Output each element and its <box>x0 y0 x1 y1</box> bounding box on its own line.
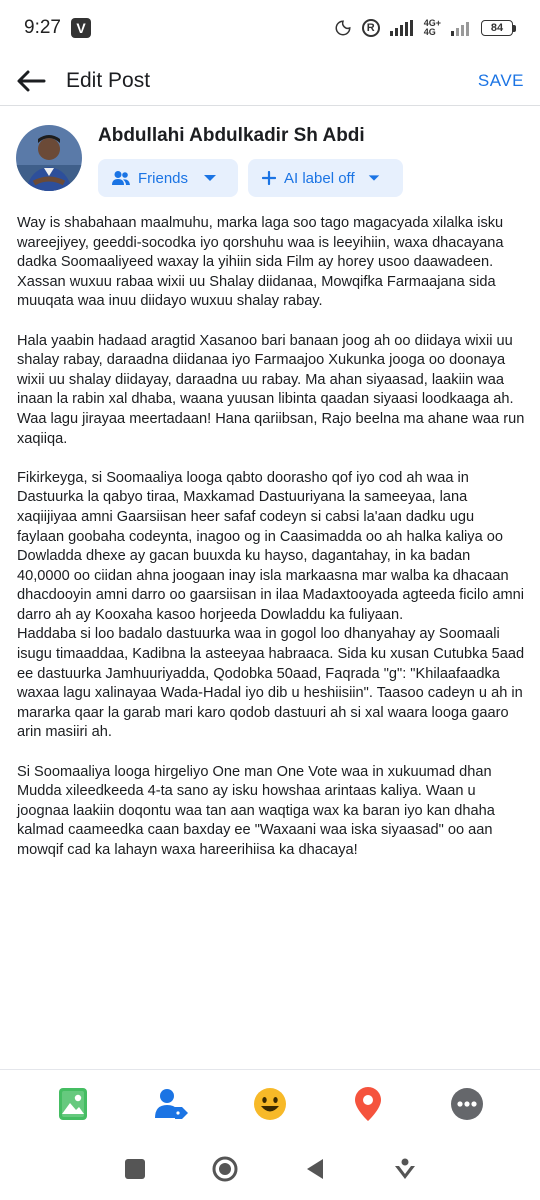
registered-icon: R <box>362 19 380 37</box>
recents-button[interactable] <box>120 1154 150 1184</box>
back-nav-button[interactable] <box>300 1154 330 1184</box>
profile-photo-icon <box>16 125 82 191</box>
page-title: Edit Post <box>66 68 151 92</box>
status-icons <box>334 19 516 37</box>
home-circle-icon <box>212 1156 238 1182</box>
signal-secondary-icon <box>451 20 471 36</box>
ai-label-text: AI label off <box>284 169 355 187</box>
plus-icon <box>262 171 276 185</box>
back-button[interactable] <box>16 63 52 99</box>
app-notification-icon: V <box>71 18 91 38</box>
post-options-toolbar <box>0 1069 540 1137</box>
assistant-icon <box>393 1157 417 1181</box>
author-info <box>98 125 403 197</box>
avatar[interactable] <box>16 125 82 191</box>
tag-people-icon <box>155 1088 189 1120</box>
more-options-button[interactable] <box>447 1084 487 1124</box>
post-paragraph: Way is shabahaan maalmuhu, marka laga soo tago magacyada xilalka isku wareejiyey, geeddi-socodka iyo qorshuhu waa is leeyihiin, waxa dhacayana dadka Soomaaliyeed waxay la yihiin sida Film ay horey usoo daawadeen. Xassan wuxuu rabaa wixii uu Shalay diidanaa, Mowqifka Farmaajana sida muuqata waa inuu diidayo wuxuu shalay rabay. <box>17 215 504 310</box>
author-name: Abdullahi Abdulkadir Sh Abdi <box>98 125 365 146</box>
location-icon <box>355 1087 381 1121</box>
status-time: 9:27 <box>24 17 61 38</box>
network-type-bottom: 4G <box>423 27 436 37</box>
post-paragraph: Fikirkeyga, si Soomaaliya looga qabto doorasho qof iyo cod ah waa in Dastuurka la qabyo tiraa, Maxkamad Dastuuriyana la sameeyaa, lana xaqiijiyaa amni Gaarsiisan heer safaf codeyn si cabsi la'aan dadku ugu faylaan goobaha codeynta, inagoo og in Caasimadda oo ah halka kaliya oo Dowladda dhexe ay gacan buuxda ku hayso, dagantahay, in ka badan 40,0000 oo ciidan ahna joogaan inay isla markaasna mar walba ka dhacaan dhacdooyin amni darro oo gaarsiisan in ilaa Madaxtooyada agteeda ficilo amni darro ah ay Kooxaha kasoo horjeeda Dowladdu ka fuliyaan. Haddaba si loo badalo dastuurka waa in gogol loo dhanyahay ay Soomaali isugu timaaddaa, Kadibna la asteeyaa habraaca. Sida ku xusan Cutubka 5aad ee dastuurka Jamhuuriyadda, Qodobka 50aad, Faqrada "g": "Khilaafaadka waxaa lagu xalinayaa Wada-Hadal iyo dib u heshiisiin". Taasoo cadeyn u ah in mararka qaar la garab mari karo qodob dastuuri ah si xal waara looga gaaro arin masiiri ah. <box>17 469 525 741</box>
do-not-disturb-moon-icon <box>334 19 352 37</box>
status-bar <box>0 0 540 56</box>
caret-down-icon <box>202 173 218 183</box>
arrow-left-icon <box>16 69 46 93</box>
audience-label: Friends <box>138 169 189 187</box>
post-paragraph: Hala yaabin hadaad aragtid Xasanoo bari banaan joog ah oo diidaya wixii uu shalay rabay, daraadna diidanaa iyo Farmaajoo Xukunka jooga oo doonaya wixii uu shalay diidayay, daraadna uu rabay. Ma ahan siyaasad, laakiin waa inaan la rabin xal dhaba, waana yuusan libinta qaadan siyaasi loodkaaga ah. Waa lagu jirayaa meertadaan! Hana qariibsan, Rajo beelna ma ahane waa run xaqiiqa. <box>17 332 525 447</box>
signal-icon <box>390 20 414 36</box>
square-icon <box>125 1159 145 1179</box>
battery-tip <box>513 25 516 32</box>
battery-level: 84 <box>481 20 513 36</box>
ai-label-button[interactable] <box>248 159 403 197</box>
network-type <box>424 19 441 37</box>
friends-icon <box>112 170 130 186</box>
battery-icon <box>481 20 516 36</box>
post-paragraph: Si Soomaaliya looga hirgeliyo One man One Vote waa in xukuumad dhan Mudda xileedkeeda 4-ta sano ay isku howshaa arintaas kaliya. Waan u joognaa laakiin doqontu waa tan aan waqtiga wax ka baran iyo kan dhaha kalmad caameedka caan baxday ee "Waxaani waa iska siyaasad" oo aan mowqif cad ka lahayn waxa hareerihiisa ka dhacaya! <box>17 763 495 858</box>
post-settings-chips <box>98 159 403 197</box>
post-author <box>16 125 524 197</box>
tag-people-button[interactable] <box>152 1084 192 1124</box>
add-photo-button[interactable] <box>53 1084 93 1124</box>
home-button[interactable] <box>210 1154 240 1184</box>
photo-icon <box>59 1088 87 1120</box>
triangle-back-icon <box>305 1158 325 1180</box>
location-button[interactable] <box>348 1084 388 1124</box>
caret-down-icon <box>367 173 381 183</box>
post-text-editor[interactable] <box>17 214 525 880</box>
network-type-top: 4G+ <box>423 18 441 28</box>
system-nav-bar <box>0 1137 540 1200</box>
save-button[interactable]: SAVE <box>477 70 524 90</box>
assistant-button[interactable] <box>390 1154 420 1184</box>
audience-button[interactable] <box>98 159 238 197</box>
feeling-button[interactable] <box>250 1084 290 1124</box>
edit-post-header <box>0 56 540 106</box>
feeling-icon <box>254 1088 286 1120</box>
more-icon <box>451 1088 483 1120</box>
